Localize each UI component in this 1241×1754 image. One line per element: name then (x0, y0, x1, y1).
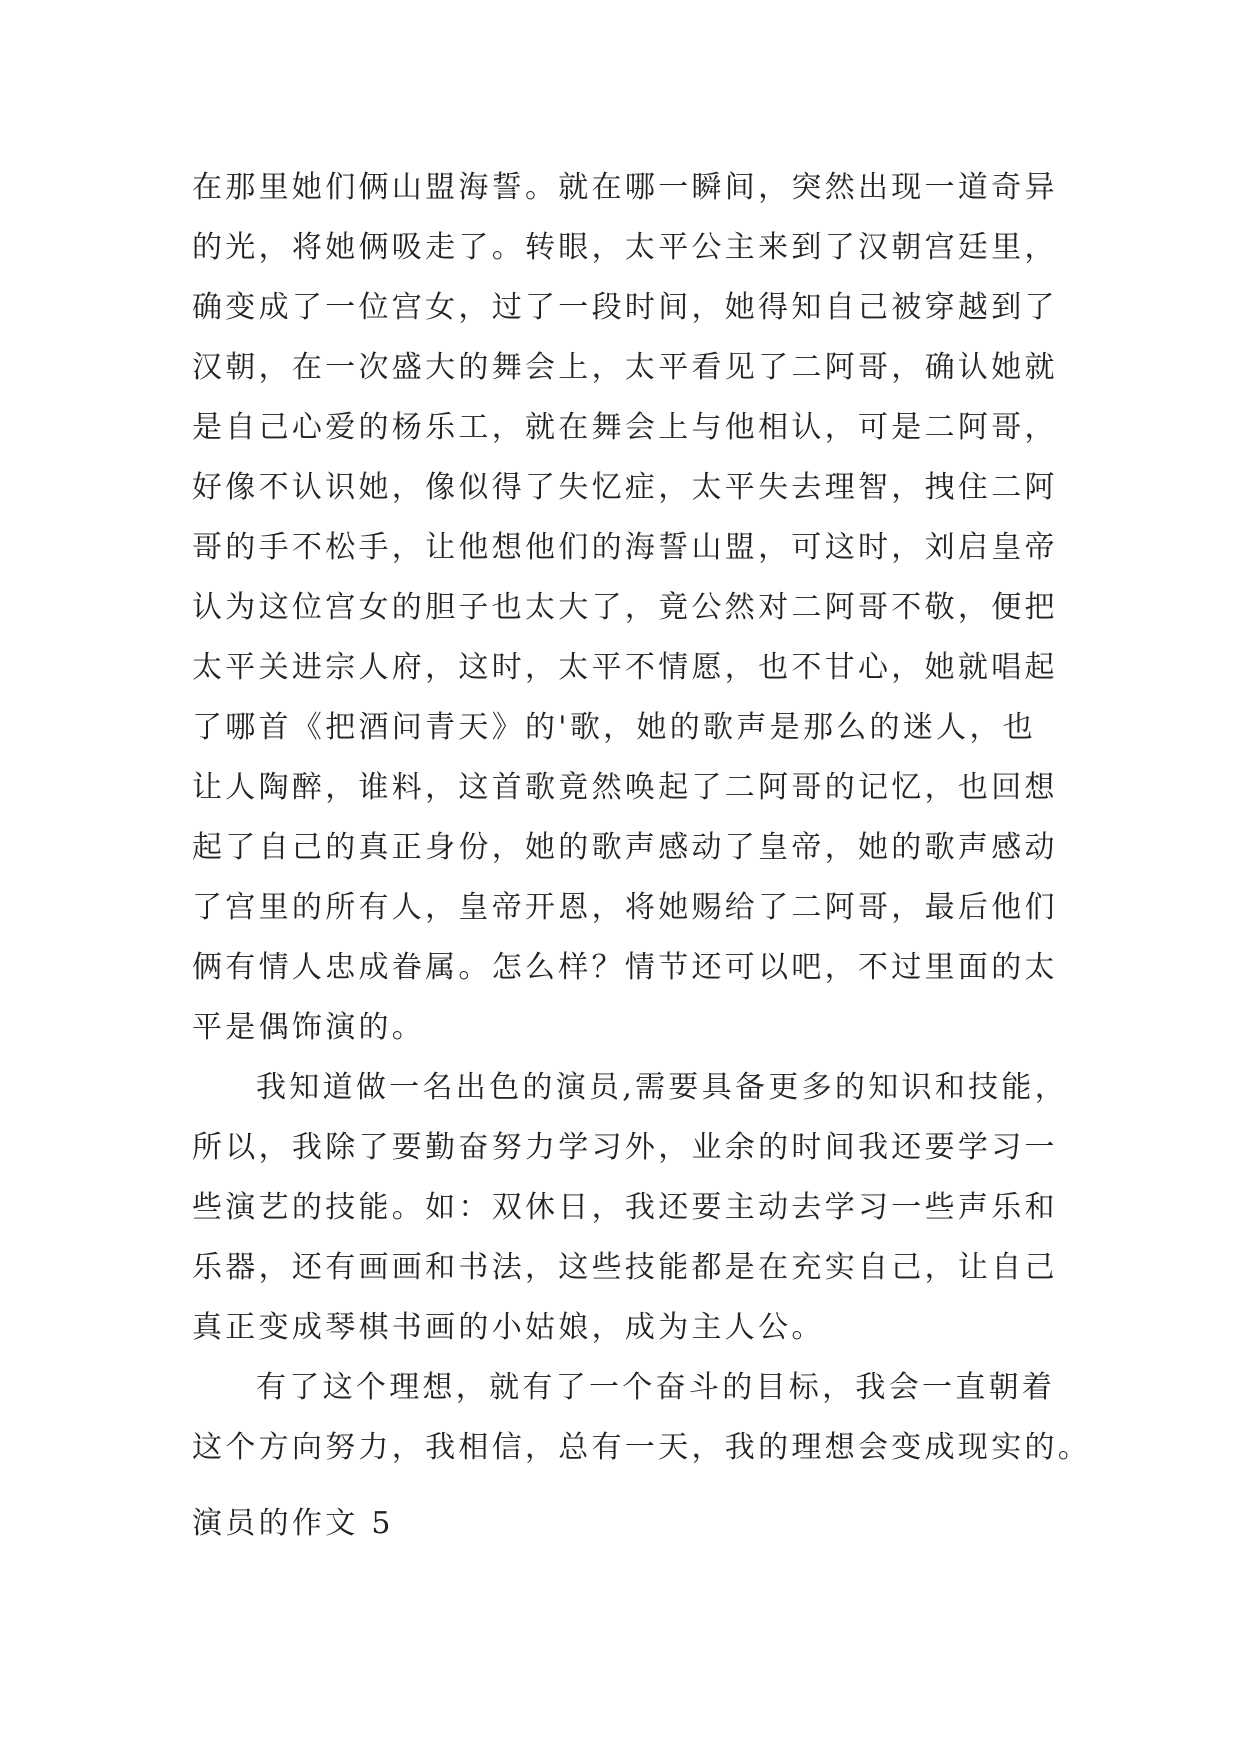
text-line: 真正变成琴棋书画的小姑娘，成为主人公。 (192, 1310, 825, 1345)
essay-body (192, 158, 1092, 1478)
text-line: 的光，将她俩吸走了。转眼，太平公主来到了汉朝宫廷里， (192, 230, 1058, 265)
text-line: 起了自己的真正身份，她的歌声感动了皇帝，她的歌声感动 (192, 830, 1058, 865)
text-line: 确变成了一位宫女，过了一段时间，她得知自己被穿越到了 (192, 290, 1058, 325)
text-line: 有了这个理想，就有了一个奋斗的目标，我会一直朝着 (256, 1370, 1056, 1405)
text-line: 俩有情人忠成眷属。怎么样？情节还可以吧，不过里面的太 (192, 950, 1058, 985)
paragraph (192, 1358, 1092, 1478)
text-line: 汉朝，在一次盛大的舞会上，太平看见了二阿哥，确认她就 (192, 350, 1058, 385)
text-line: 所以，我除了要勤奋努力学习外，业余的时间我还要学习一 (192, 1130, 1058, 1165)
text-line: 好像不认识她，像似得了失忆症，太平失去理智，拽住二阿 (192, 470, 1058, 505)
text-line: 在那里她们俩山盟海誓。就在哪一瞬间，突然出现一道奇异 (192, 170, 1058, 205)
text-line: 我知道做一名出色的演员,需要具备更多的知识和技能， (256, 1070, 1069, 1105)
text-line: 太平关进宗人府，这时，太平不情愿，也不甘心，她就唱起 (192, 650, 1058, 685)
text-line: 了哪首《把酒问青天》的'歌，她的歌声是那么的迷人，也 (192, 710, 1037, 745)
text-line: 平是偶饰演的。 (192, 1010, 426, 1045)
paragraph (192, 158, 1062, 1058)
text-line: 认为这位宫女的胆子也太大了，竟公然对二阿哥不敬，便把 (192, 590, 1058, 625)
paragraph (192, 1058, 1069, 1358)
text-line: 让人陶醉，谁料，这首歌竟然唤起了二阿哥的记忆，也回想 (192, 770, 1058, 805)
text-line: 是自己心爱的杨乐工，就在舞会上与他相认，可是二阿哥， (192, 410, 1058, 445)
text-line: 了宫里的所有人，皇帝开恩，将她赐给了二阿哥，最后他们 (192, 890, 1058, 925)
text-line: 哥的手不松手，让他想他们的海誓山盟，可这时，刘启皇帝 (192, 530, 1058, 565)
text-line: 些演艺的技能。如：双休日，我还要主动去学习一些声乐和 (192, 1190, 1058, 1225)
text-line: 这个方向努力，我相信，总有一天，我的理想会变成现实的。 (192, 1430, 1092, 1465)
section-heading: 演员的作文 5 (192, 1506, 394, 1541)
text-line: 乐器，还有画画和书法，这些技能都是在充实自己，让自己 (192, 1250, 1058, 1285)
